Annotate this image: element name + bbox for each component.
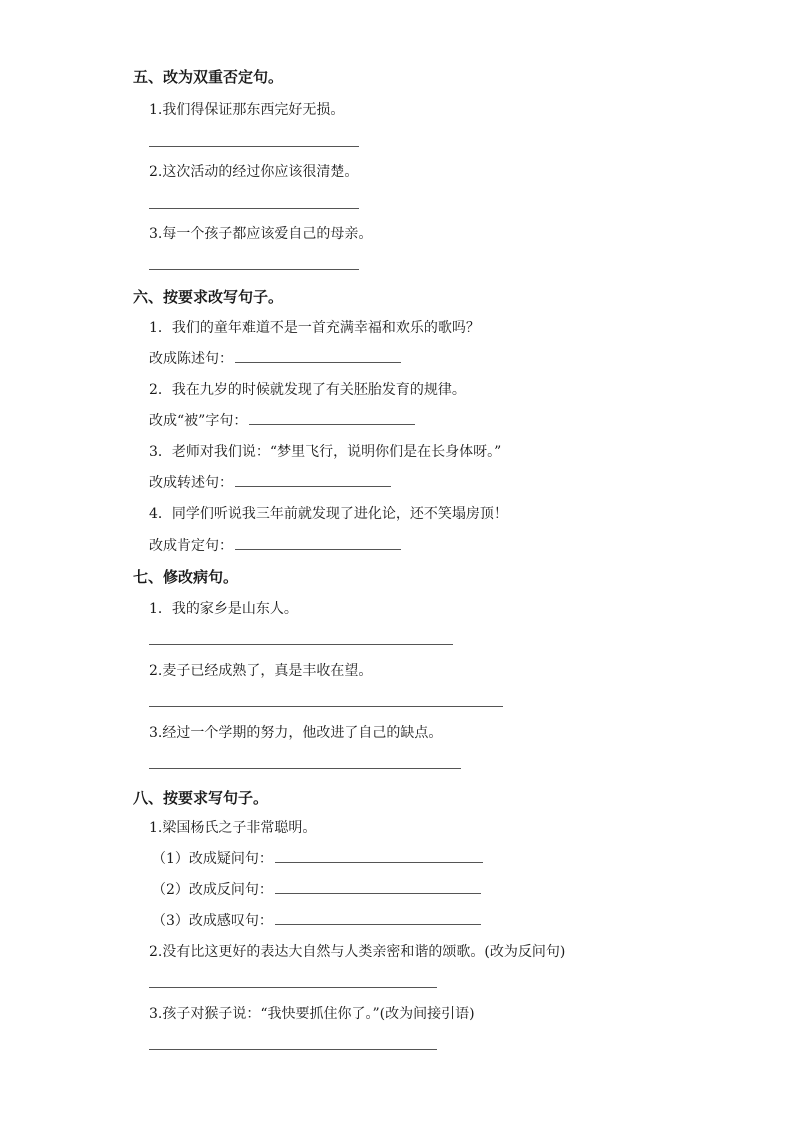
s6-answer-line-3[interactable]	[235, 474, 391, 487]
s8-sub-line-1[interactable]	[275, 850, 483, 863]
s7-question-1: 1．我的家乡是山东人。	[149, 601, 298, 617]
section-6-title: 六、按要求改写句子。	[133, 288, 284, 306]
s8-answer-line-2[interactable]	[149, 987, 437, 988]
section-5-title: 五、改为双重否定句。	[133, 68, 284, 86]
s5-answer-line-2[interactable]	[149, 208, 359, 209]
s8-sub-row-1	[152, 848, 483, 868]
s8-sub-row-3	[152, 910, 481, 930]
s7-question-2: 2.麦子已经成熟了，真是丰收在望。	[149, 663, 373, 679]
s7-answer-line-3[interactable]	[149, 768, 461, 769]
s6-answer-line-2[interactable]	[249, 412, 415, 425]
s8-question-3: 3.孩子对猴子说：“我快要抓住你了。”(改为间接引语)	[149, 1006, 475, 1022]
s6-answer-row-2	[149, 410, 415, 430]
s5-question-3: 3.每一个孩子都应该爱自己的母亲。	[149, 226, 373, 242]
s6-answer-label-2: 改成“被”字句：	[149, 413, 248, 429]
s5-question-2: 2.这次活动的经过你应该很清楚。	[149, 164, 359, 180]
s8-sub-row-2	[152, 879, 481, 899]
s7-question-3: 3.经过一个学期的努力，他改进了自己的缺点。	[149, 725, 443, 741]
s6-question-3: 3．老师对我们说：“梦里飞行，说明你们是在长身体呀。”	[149, 444, 502, 460]
section-8-title: 八、按要求写句子。	[133, 789, 269, 807]
s8-sub-label-2: （2）改成反问句：	[152, 882, 273, 898]
section-7-title: 七、修改病句。	[133, 568, 239, 586]
s8-sub-label-1: （1）改成疑问句：	[152, 851, 273, 867]
s5-answer-line-1[interactable]	[149, 146, 359, 147]
s6-answer-row-1	[149, 348, 401, 368]
s8-sub-label-3: （3）改成感叹句：	[152, 913, 273, 929]
s5-answer-line-3[interactable]	[149, 269, 359, 270]
s7-answer-line-1[interactable]	[149, 644, 453, 645]
s5-question-1: 1.我们得保证那东西完好无损。	[149, 102, 345, 118]
s7-answer-line-2[interactable]	[149, 706, 503, 707]
s8-sub-line-3[interactable]	[275, 912, 481, 925]
s6-answer-row-3	[149, 472, 391, 492]
s8-question-1: 1.梁国杨氏之子非常聪明。	[149, 820, 317, 836]
s6-answer-label-1: 改成陈述句：	[149, 351, 233, 367]
s8-sub-line-2[interactable]	[275, 881, 481, 894]
s6-answer-label-4: 改成肯定句：	[149, 538, 233, 554]
s6-answer-line-1[interactable]	[235, 350, 401, 363]
s6-question-4: 4．同学们听说我三年前就发现了进化论，还不笑塌房顶！	[149, 506, 508, 522]
s6-answer-label-3: 改成转述句：	[149, 475, 233, 491]
s6-answer-row-4	[149, 535, 401, 555]
s8-answer-line-3[interactable]	[149, 1049, 437, 1050]
s6-question-1: 1．我们的童年难道不是一首充满幸福和欢乐的歌吗？	[149, 320, 480, 336]
s8-question-2: 2.没有比这更好的表达大自然与人类亲密和谐的颂歌。(改为反问句)	[149, 944, 566, 960]
s6-question-2: 2．我在九岁的时候就发现了有关胚胎发育的规律。	[149, 382, 466, 398]
s6-answer-line-4[interactable]	[235, 537, 401, 550]
